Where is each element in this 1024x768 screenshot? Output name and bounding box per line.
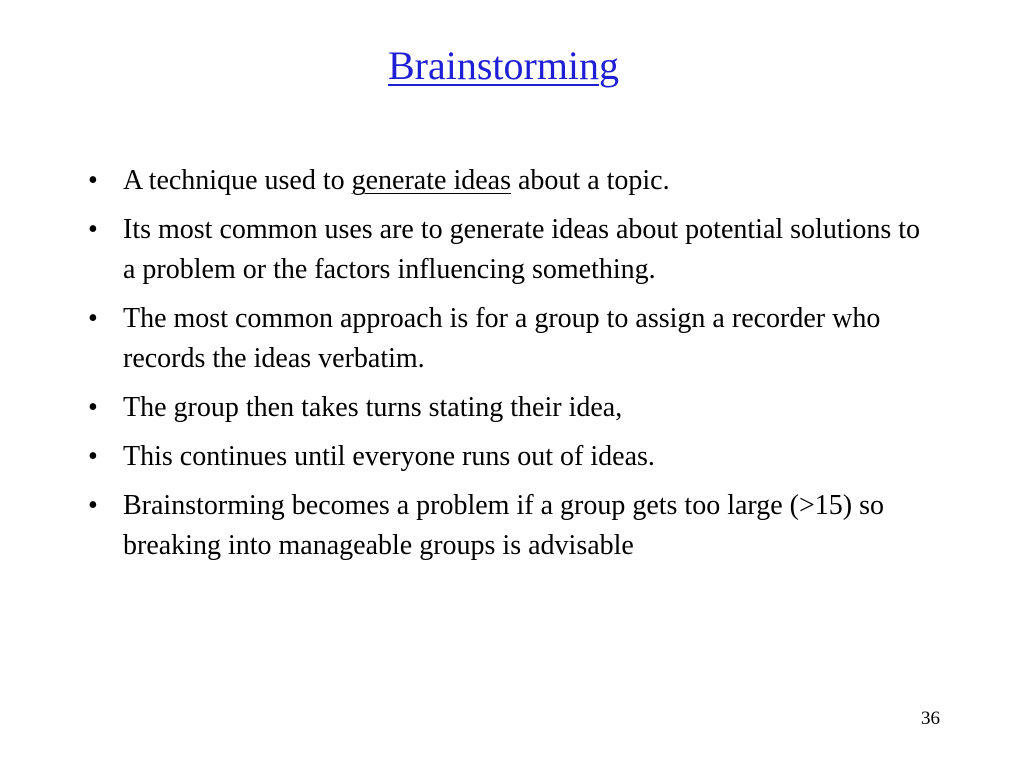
bullet-icon: • xyxy=(88,303,98,334)
bullet-item xyxy=(88,161,938,201)
slide-title-link[interactable]: Brainstorming xyxy=(387,43,620,88)
bullet-item xyxy=(88,388,938,428)
bullet-item xyxy=(88,210,938,290)
page-number: 36 xyxy=(921,708,940,729)
bullet-item xyxy=(88,299,938,379)
bullet-icon: • xyxy=(88,392,98,423)
bullet-icon: • xyxy=(88,165,98,196)
generate-ideas-link[interactable]: generate ideas xyxy=(351,165,511,196)
bullet-text: Its most common uses are to generate ideas about potential solutions to a problem or the factors influencing something. xyxy=(123,214,921,285)
bullet-text: Brainstorming becomes a problem if a group gets too large (>15) so breaking into manageable groups is advisable xyxy=(123,490,884,561)
bullet-text: The most common approach is for a group to assign a recorder who records the ideas verbatim. xyxy=(123,303,881,374)
bullet-item xyxy=(88,486,938,566)
bullet-text-start: A technique used to xyxy=(123,165,352,196)
bullet-text: This continues until everyone runs out of ideas. xyxy=(123,441,655,472)
bullet-icon: • xyxy=(88,441,98,472)
bullet-item xyxy=(88,437,938,477)
bullet-icon: • xyxy=(88,490,98,521)
bullet-icon: • xyxy=(88,214,98,245)
bullet-text-end: about a topic. xyxy=(510,165,670,196)
bullet-text: The group then takes turns stating their idea, xyxy=(123,392,623,423)
bullet-list xyxy=(88,161,938,575)
